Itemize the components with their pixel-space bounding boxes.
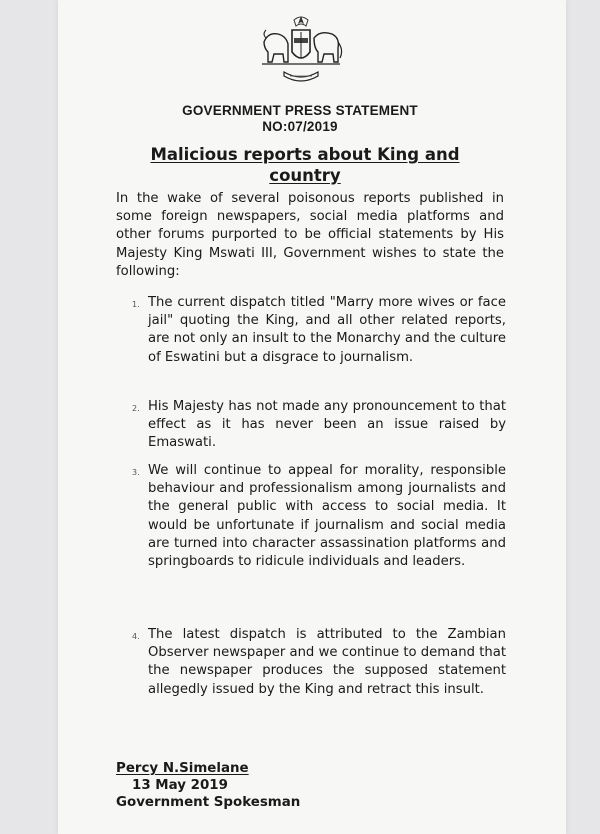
signatory-name: Percy N.Simelane xyxy=(116,761,249,776)
item-text: The current dispatch titled "Marry more wives or face jail" quoting the King, and all other related reports, are not only an insult to the Monarchy and the culture of Eswatini but a disgrace to journalism. xyxy=(148,295,506,365)
statement-number: NO:07/2019 xyxy=(262,119,338,134)
item-number: 2. xyxy=(132,404,140,413)
item-number: 4. xyxy=(132,632,140,641)
list-item xyxy=(132,462,506,571)
press-statement-heading: GOVERNMENT PRESS STATEMENT xyxy=(182,103,418,118)
statement-title: Malicious reports about King and country xyxy=(150,145,460,185)
item-text: His Majesty has not made any pronouncement to that effect as it has never been an issue raised by Emaswati. xyxy=(148,399,506,451)
coat-of-arms-icon xyxy=(258,12,344,88)
intro-paragraph: In the wake of several poisonous reports published in some foreign newspapers, social media platforms and other forums purported to be official statements by His Majesty King Mswati III, Government wishes to state the following: xyxy=(116,191,504,279)
list-item xyxy=(132,626,506,699)
item-text: The latest dispatch is attributed to the Zambian Observer newspaper and we continue to demand that the newspaper produces the supposed statement allegedly issued by the King and retract this insult. xyxy=(148,627,506,697)
signatory-role: Government Spokesman xyxy=(116,795,301,810)
item-text: We will continue to appeal for morality, responsible behaviour and professionalism among journalists and the general public with access to social media. It would be unfortunate if journalism and social media are turned into character assassination platforms and springboards to ridicule individuals and leaders. xyxy=(148,463,506,570)
list-item xyxy=(132,294,506,367)
statement-date: 13 May 2019 xyxy=(132,778,228,793)
item-number: 3. xyxy=(132,468,140,477)
list-item xyxy=(132,398,506,453)
item-number: 1. xyxy=(132,300,140,309)
